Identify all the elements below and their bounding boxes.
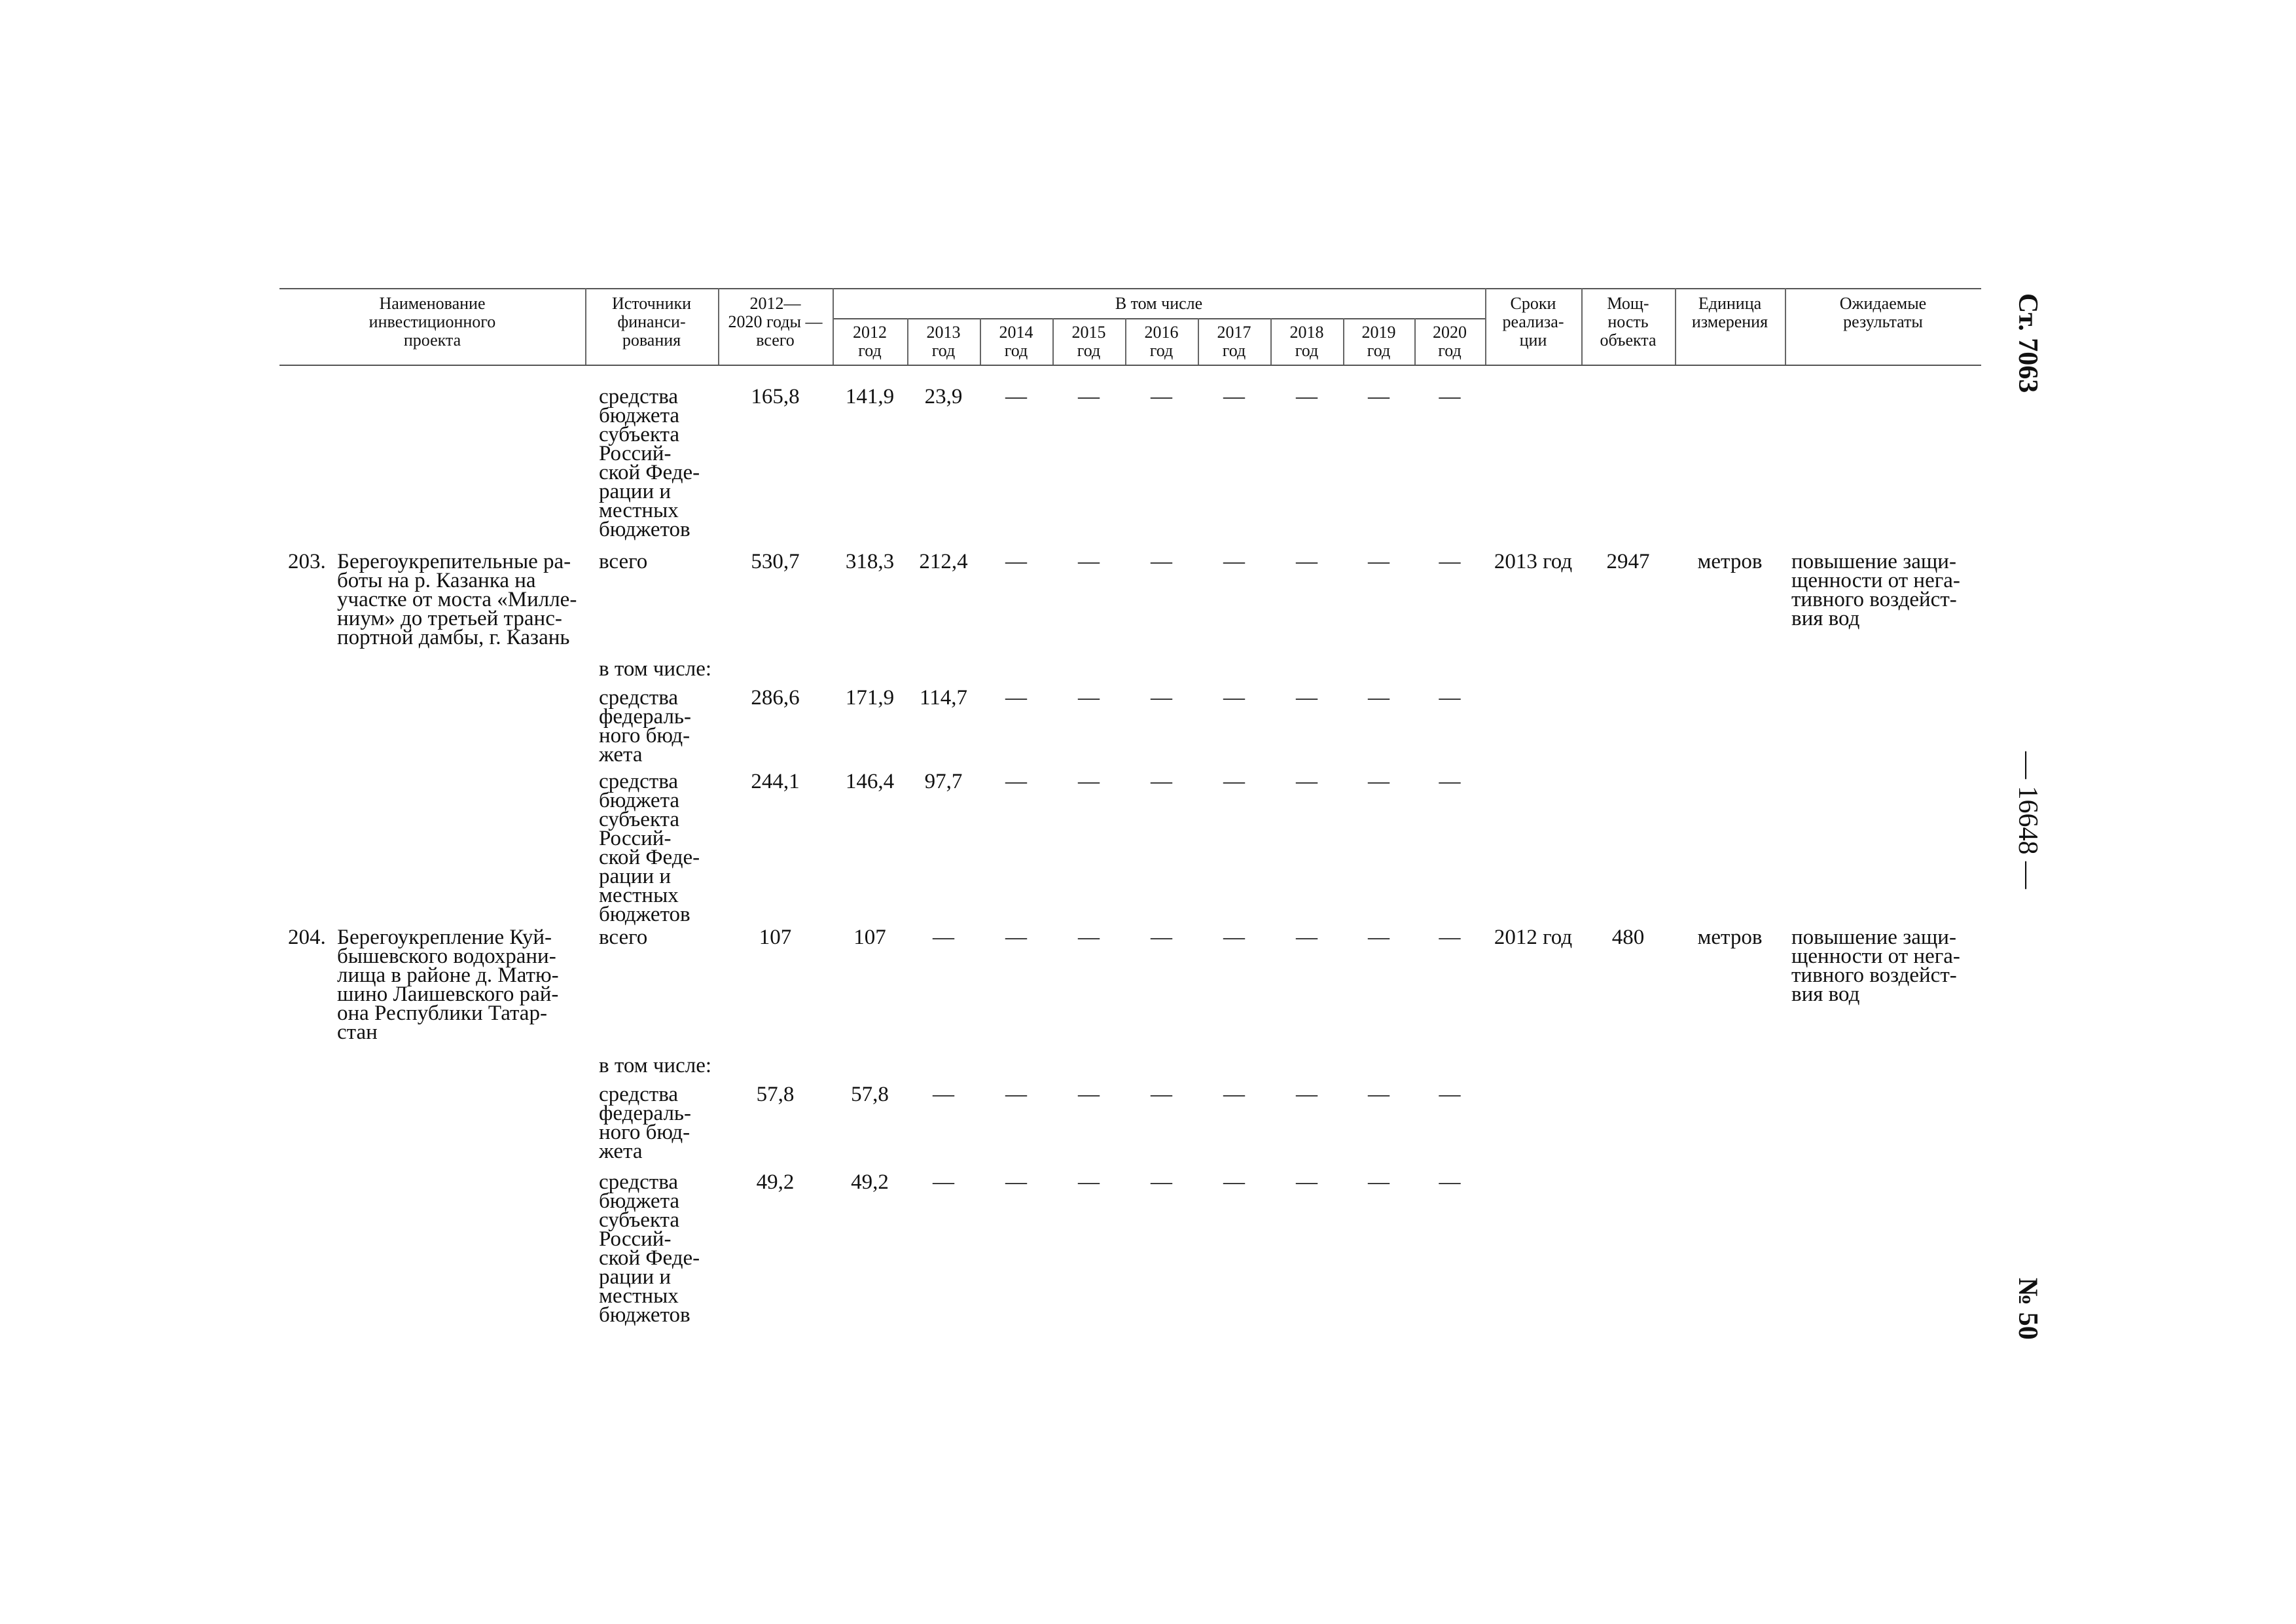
row-year-value: — [1223,686,1245,710]
row-year-value: — [1223,1083,1245,1106]
row-year-value: — [1368,926,1390,949]
row-timing: 2012 год [1494,926,1573,949]
row-year-value: — [1296,550,1318,573]
row-year-value: 141,9 [845,385,895,408]
row-source: всего [599,926,648,949]
row-year-value: — [1005,926,1027,949]
row-total: 286,6 [751,686,800,710]
row-year-value: — [1439,1083,1461,1106]
header-year: 2013 год [926,323,961,360]
row-source: в том числе: [599,657,712,681]
row-year-value: — [1439,770,1461,793]
row-year-value: — [1078,385,1100,408]
header-year: 2015 год [1071,323,1106,360]
row-year-value: 49,2 [851,1170,889,1194]
row-year-value: — [1439,926,1461,949]
row-year-value: 171,9 [845,686,895,710]
row-year-value: — [1005,1170,1027,1194]
row-total: 49,2 [756,1170,795,1194]
header-year: 2014 год [999,323,1033,360]
row-year-value: 107 [853,926,886,949]
header-year: 2018 год [1289,323,1324,360]
row-total: 165,8 [751,385,800,408]
row-year-value: — [1223,550,1245,573]
header-bottom-rule [279,365,1981,366]
header-capacity: Мощ- ность объекта [1600,294,1657,350]
row-year-value: — [1296,1170,1318,1194]
header-sources: Источники финанси- рования [611,294,692,350]
row-year-value: — [1151,926,1172,949]
row-capacity: 2947 [1606,550,1650,573]
issue-number: № 50 [2013,1278,2043,1340]
row-year-value: 318,3 [845,550,895,573]
row-year-value: — [1005,550,1027,573]
row-year-value: — [1223,1170,1245,1194]
row-source: средства бюджета субъекта Россий- ской Феде- рации и местных бюджетов [599,770,700,926]
row-year-value: — [1368,770,1390,793]
header-year: 2019 год [1361,323,1396,360]
row-year-value: — [1078,1170,1100,1194]
row-year-value: — [1005,770,1027,793]
row-total: 244,1 [751,770,800,793]
row-year-value: 23,9 [924,385,963,408]
row-total: 530,7 [751,550,800,573]
row-total: 107 [759,926,792,949]
row-year-value: — [1223,385,1245,408]
header-including: В том числе [1115,294,1203,313]
row-results: повышение защи- щенности от нега- тивного воздейст- вия вод [1791,926,1960,1006]
row-source: средства федераль- ного бюд- жета [599,1083,691,1163]
row-source: средства бюджета субъекта Россий- ской Феде- рации и местных бюджетов [599,385,700,541]
row-capacity: 480 [1611,926,1645,949]
row-year-value: — [1151,770,1172,793]
row-year-value: — [1151,686,1172,710]
row-year-value: — [1296,770,1318,793]
row-year-value: 57,8 [851,1083,889,1106]
row-year-value: — [1439,385,1461,408]
row-project-name: Берегоукрепительные ра- боты на р. Казанка на участке от моста «Милле- ниум» до третьей транс- портной дамбы, г. Казань [337,550,577,649]
row-timing: 2013 год [1494,550,1573,573]
header-subrule [833,318,1485,319]
row-project-name: Берегоукрепление Куй- бышевского водохрани- лища в районе д. Матю- шино Лаишевского рай- она Республики Татар- стан [337,926,559,1044]
row-source: средства федераль- ного бюд- жета [599,686,691,767]
row-year-value: — [1005,686,1027,710]
row-year-value: 146,4 [845,770,895,793]
row-year-value: — [933,926,954,949]
row-number: 203. [288,550,326,573]
row-source: в том числе: [599,1054,712,1077]
row-year-value: 114,7 [919,686,968,710]
row-year-value: — [1368,1170,1390,1194]
page-number: — 16648 — [2013,751,2043,889]
header-year: 2016 год [1144,323,1179,360]
row-year-value: — [1078,926,1100,949]
row-year-value: — [1223,926,1245,949]
row-year-value: — [1005,385,1027,408]
row-year-value: — [1151,385,1172,408]
row-year-value: — [1151,1083,1172,1106]
row-year-value: — [1368,550,1390,573]
row-year-value: — [1368,1083,1390,1106]
article-number: Ст. 7063 [2013,293,2043,393]
row-year-value: — [933,1083,954,1106]
row-year-value: — [1078,550,1100,573]
row-year-value: — [1296,385,1318,408]
header-year: 2020 год [1433,323,1467,360]
row-year-value: — [1005,1083,1027,1106]
header-unit: Единица измерения [1691,294,1768,331]
row-year-value: — [1151,1170,1172,1194]
header-year: 2012 год [853,323,887,360]
row-year-value: — [1151,550,1172,573]
header-timing: Сроки реализа- ции [1502,294,1564,350]
row-year-value: — [1296,686,1318,710]
row-results: повышение защи- щенности от нега- тивного воздейст- вия вод [1791,550,1960,630]
row-source: всего [599,550,648,573]
row-number: 204. [288,926,326,949]
row-year-value: — [1078,1083,1100,1106]
row-year-value: — [1296,1083,1318,1106]
row-year-value: — [1296,926,1318,949]
row-unit: метров [1697,550,1763,573]
row-year-value: — [1368,385,1390,408]
row-year-value: — [1439,550,1461,573]
header-total: 2012— 2020 годы — всего [728,294,823,350]
row-year-value: 97,7 [924,770,963,793]
row-source: средства бюджета субъекта Россий- ской Феде- рации и местных бюджетов [599,1170,700,1327]
row-year-value: — [1368,686,1390,710]
row-year-value: — [1439,1170,1461,1194]
row-year-value: — [1078,770,1100,793]
header-results: Ожидаемые результаты [1839,294,1927,331]
row-year-value: 212,4 [919,550,968,573]
header-name: Наименование инвестиционного проекта [368,294,496,350]
header-year: 2017 год [1217,323,1251,360]
row-year-value: — [1223,770,1245,793]
row-year-value: — [933,1170,954,1194]
row-year-value: — [1078,686,1100,710]
row-total: 57,8 [756,1083,795,1106]
row-year-value: — [1439,686,1461,710]
row-unit: метров [1697,926,1763,949]
header-top-rule [279,288,1981,289]
